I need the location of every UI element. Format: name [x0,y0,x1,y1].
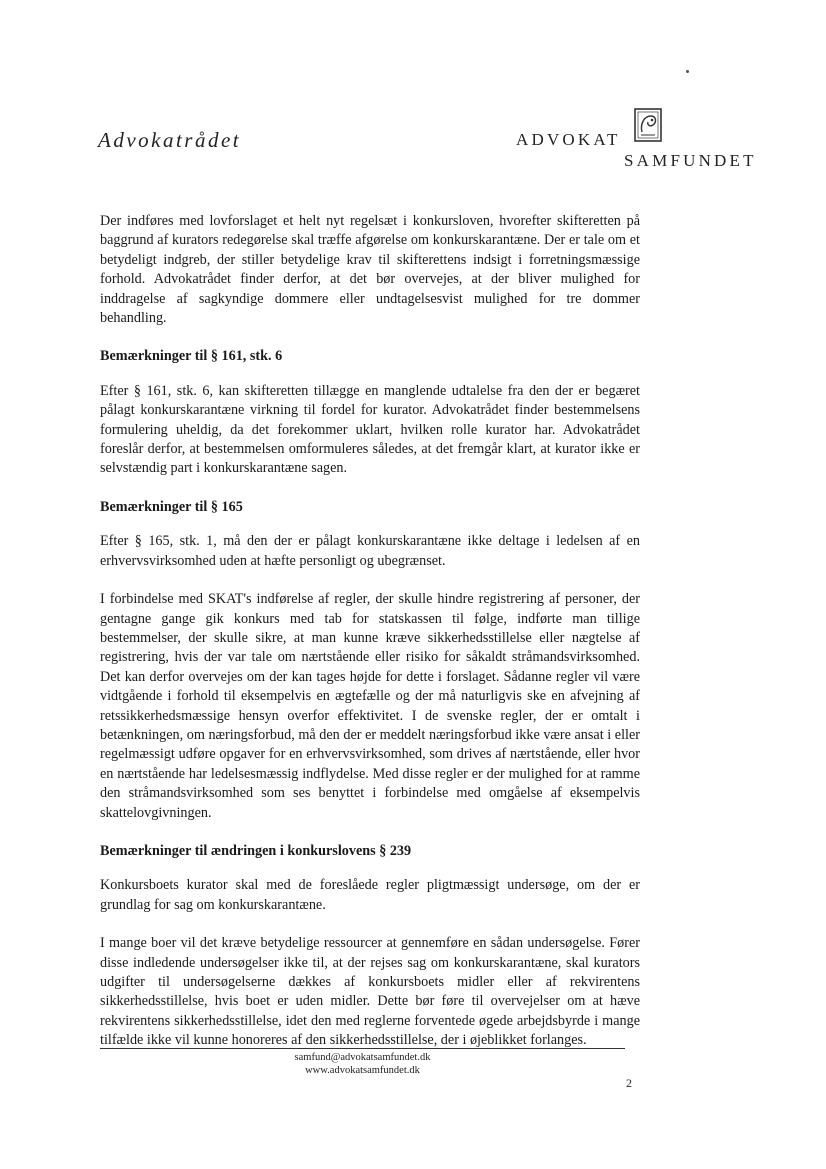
paragraph-section-239-a: Konkursboets kurator skal med de foreslåede regler pligtmæssigt undersøge, om der er grundlag for sag om konkurskarantæne. [100,877,640,913]
paragraph-section-239-b: I mange boer vil det kræve betydelige ressourcer at gennemføre en sådan undersøgelse. Fører disse indledende undersøgelser ikke til, at der rejses sag om konkurskarantæne, skal kurators udgifter til undersøgelserne dækkes af konkursboets midler eller af rekvirentens sikkerhedsstillelse, hvis boet er uden midler. Dette bør føre til overvejelser om at hæve rekvirentens sikkerhedsstillelse, idet den med reglerne forventede øgede arbejdsbyrde i mange tilfælde ikke vil kunne honoreres af den sikkerhedsstillelse, der i øjeblikket forlanges. [100,935,640,1049]
footer-contact [100,1051,625,1077]
letter-body [100,212,640,1070]
logo-text-samfundet: SAMFUNDET [624,151,757,170]
paragraph-section-165-b: I forbindelse med SKAT's indførelse af regler, der skulle hindre registrering af personer, der gentagne gange gik konkurs med tab for statskassen til følge, indførte man tillige bestemmelser, der skulle sikre, at man kunne kræve sikkerhedsstillelse eller nægtelse af registrering, hvis der var tale om nærtstående eller risiko for såkaldt stråmandsvirksomhed. Det kan derfor overvejes om der kan tages højde for dette i forslaget. Sådanne regler vil være vidtgående i forhold til eksempelvis en ægtefælle og der må naturligvis ske en afvejning af retssikkerhedsmæssige hensyn overfor effektivitet. I de svenske regler, der er omtalt i betænkningen, om næringsforbud, må den der er meddelt næringsforbud ikke være ansat i eller regelmæssigt udføre opgaver for en erhvervsvirksomhed, som drives af nærtstående, eller hvor en nærtstående har ledelsesmæssig indflydelse. Med disse regler er der mulighed for at ramme den stråmandsvirksomhed som ses benyttet i forbindelse med omgåelse af eksempelvis skattelovgivningen. [100,591,640,821]
scan-speck [686,70,689,73]
sender-title: Advokatrådet [98,128,242,152]
footer-divider [100,1048,625,1049]
advokatsamfundet-logo-icon [634,108,662,142]
heading-section-239: Bemærkninger til ændringen i konkurslovens § 239 [100,842,412,859]
footer-email: samfund@advokatsamfundet.dk [294,1052,431,1063]
paragraph-section-165-a: Efter § 165, stk. 1, må den der er pålagt konkurskarantæne ikke deltage i ledelsen af en erhvervsvirksomhed uden at hæfte personligt og ubegrænset. [100,533,640,569]
footer-website: www.advokatsamfundet.dk [305,1065,420,1076]
heading-section-165: Bemærkninger til § 165 [100,498,243,515]
page-number: 2 [626,1076,632,1090]
paragraph-section-161: Efter § 161, stk. 6, kan skifteretten tillægge en manglende udtalelse fra den der er begæret pålagt konkurskarantæne virkning til fordel for kurator. Advokatrådet finder bestemmelsens formulering uheldig, da det forekommer uklart, hvilken rolle kurator har. Advokatrådet foreslår derfor, at bestemmelsen omformuleres således, at det fremgår klart, at kurator ikke er selvstændig part i konkurskarantæne sagen. [100,382,640,477]
heading-section-161: Bemærkninger til § 161, stk. 6 [100,348,283,365]
logo-text-advokat: ADVOKAT [516,130,621,149]
paragraph-intro: Der indføres med lovforslaget et helt nyt regelsæt i konkursloven, hvorefter skifteretten på baggrund af kurators redegørelse skal træffe afgørelse om konkurskarantæne. Der er tale om et betydeligt indgreb, der stiller betydelige krav til skifterettens indsigt i forretningsmæssige forhold. Advokatrådet finder derfor, at det bør overvejes, at der bliver mulighed for inddragelse af sagkyndige dommere eller undtagelsesvist mulighed for tre dommer behandling. [100,213,640,327]
